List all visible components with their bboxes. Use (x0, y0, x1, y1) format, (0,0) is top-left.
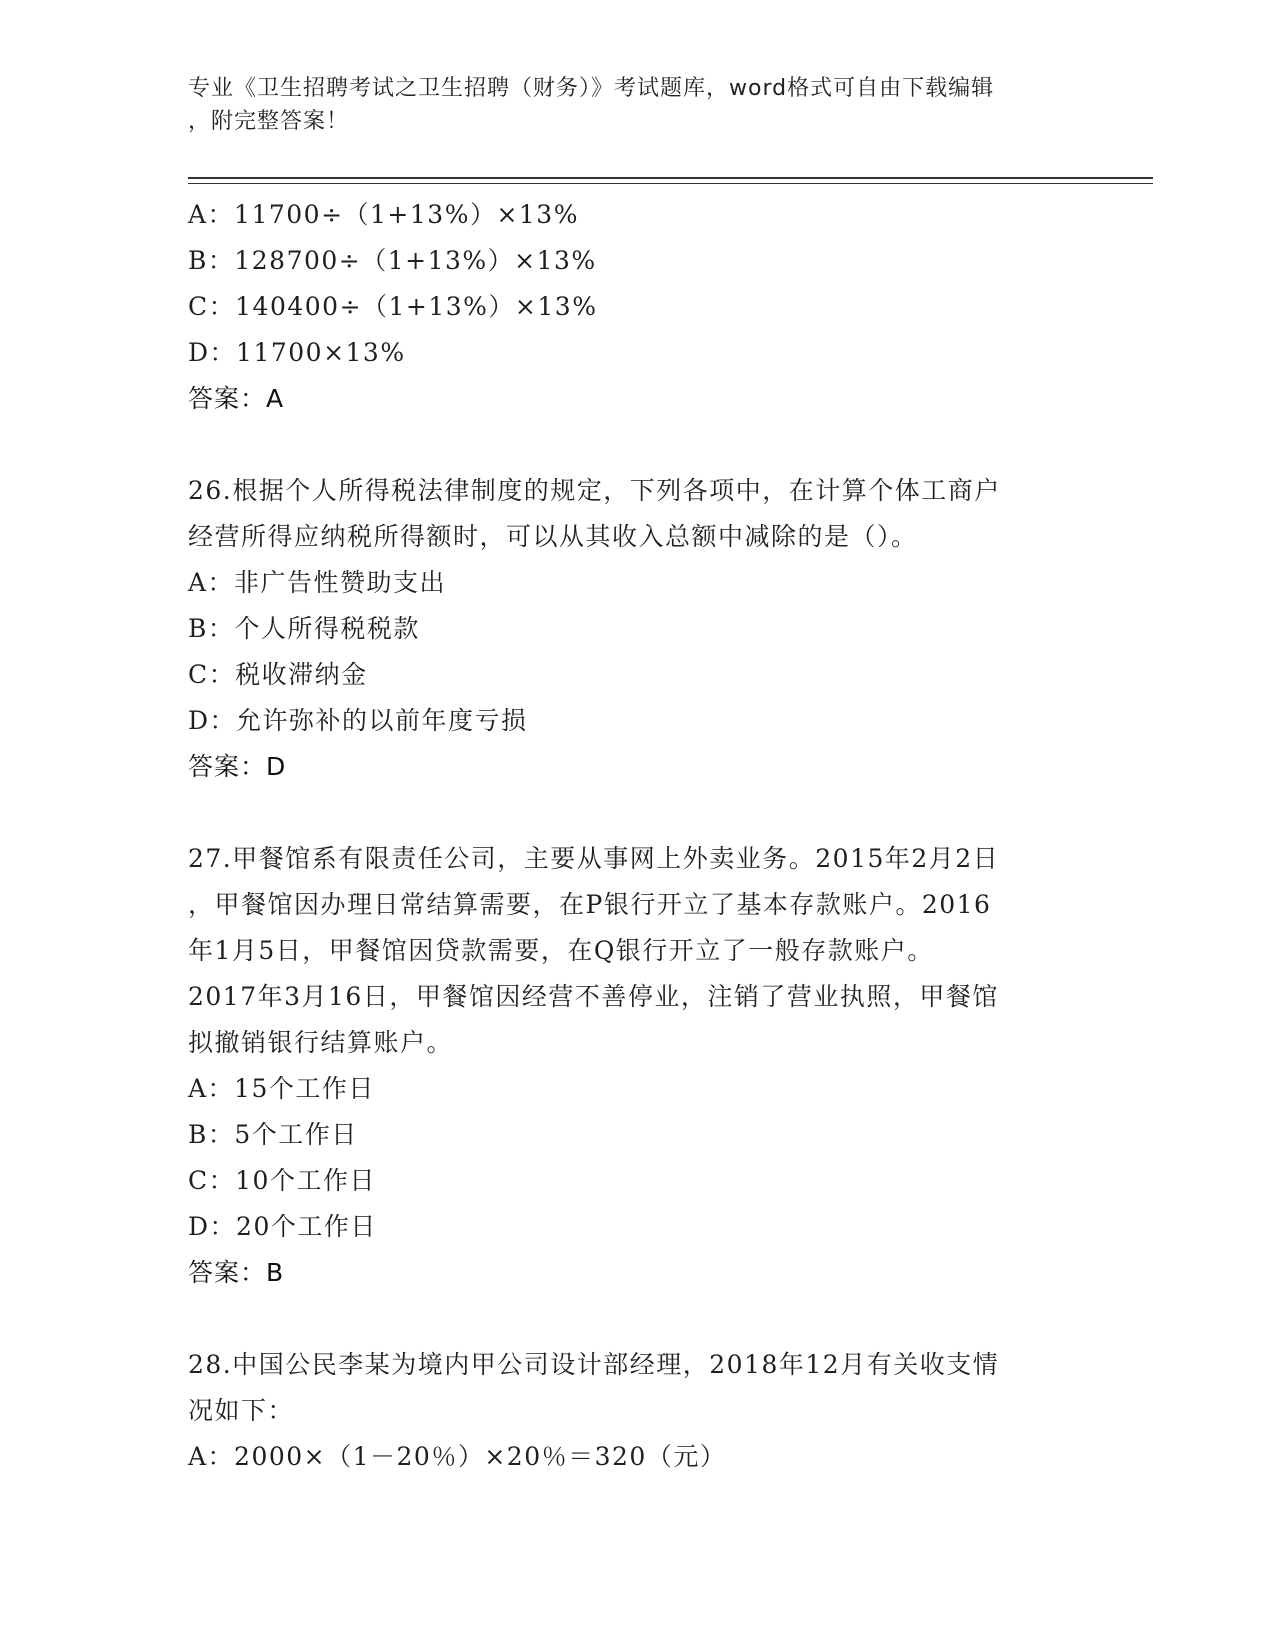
q26-option-a: A：非广告性赞助支出 (188, 568, 447, 597)
q26-option-d: D：允许弥补的以前年度亏损 (188, 706, 528, 735)
header-divider-thin (188, 183, 1153, 184)
question-28 (188, 1342, 1088, 1480)
q25-option-d: D：11700×13% (188, 338, 406, 367)
q28-stem-line-2: 况如下： (188, 1396, 295, 1425)
q27-option-a: A：15个工作日 (188, 1074, 375, 1103)
q25-answer: 答案：A (188, 384, 285, 413)
q27-option-d: D：20个工作日 (188, 1212, 377, 1241)
q25-option-a: A：11700÷（1+13%）×13% (188, 200, 579, 229)
q27-stem-line-5: 拟撤销银行结算账户。 (188, 1028, 454, 1057)
q26-stem-line-1: 26.根据个人所得税法律制度的规定，下列各项中，在计算个体工商户 (188, 476, 1001, 505)
question-25 (188, 192, 1088, 422)
spacer (188, 1296, 1088, 1342)
q28-stem-line-1: 28.中国公民李某为境内甲公司设计部经理，2018年12月有关收支情 (188, 1350, 1000, 1379)
q27-stem-line-2: ，甲餐馆因办理日常结算需要，在P银行开立了基本存款账户。2016 (188, 890, 992, 919)
q26-option-b: B：个人所得税税款 (188, 614, 420, 643)
q28-option-a: A：2000×（1－20％）×20％＝320（元） (188, 1442, 727, 1471)
question-list (188, 192, 1088, 1480)
q26-option-c: C：税收滞纳金 (188, 660, 368, 689)
header-line-1: 专业《卫生招聘考试之卫生招聘（财务）》考试题库，word格式可自由下载编辑 (188, 76, 995, 101)
q27-stem-line-1: 27.甲餐馆系有限责任公司，主要从事网上外卖业务。2015年2月2日 (188, 844, 1000, 873)
question-27 (188, 836, 1088, 1296)
q26-stem-line-2: 经营所得应纳税所得额时，可以从其收入总额中减除的是（）。 (188, 522, 918, 551)
q26-answer: 答案：D (188, 752, 287, 781)
q27-option-b: B：5个工作日 (188, 1120, 358, 1149)
header-line-2: ，附完整答案！ (188, 109, 350, 134)
q27-stem-line-3: 年1月5日，甲餐馆因贷款需要，在Q银行开立了一般存款账户。 (188, 936, 934, 965)
q25-option-c: C：140400÷（1+13%）×13% (188, 292, 598, 321)
spacer (188, 422, 1088, 468)
spacer (188, 790, 1088, 836)
header-divider-thick (188, 177, 1153, 179)
question-26 (188, 468, 1088, 790)
document-header (188, 72, 1088, 138)
q27-answer: 答案：B (188, 1258, 285, 1287)
q27-stem-line-4: 2017年3月16日，甲餐馆因经营不善停业，注销了营业执照，甲餐馆 (188, 982, 999, 1011)
q27-option-c: C：10个工作日 (188, 1166, 376, 1195)
q25-option-b: B：128700÷（1+13%）×13% (188, 246, 597, 275)
